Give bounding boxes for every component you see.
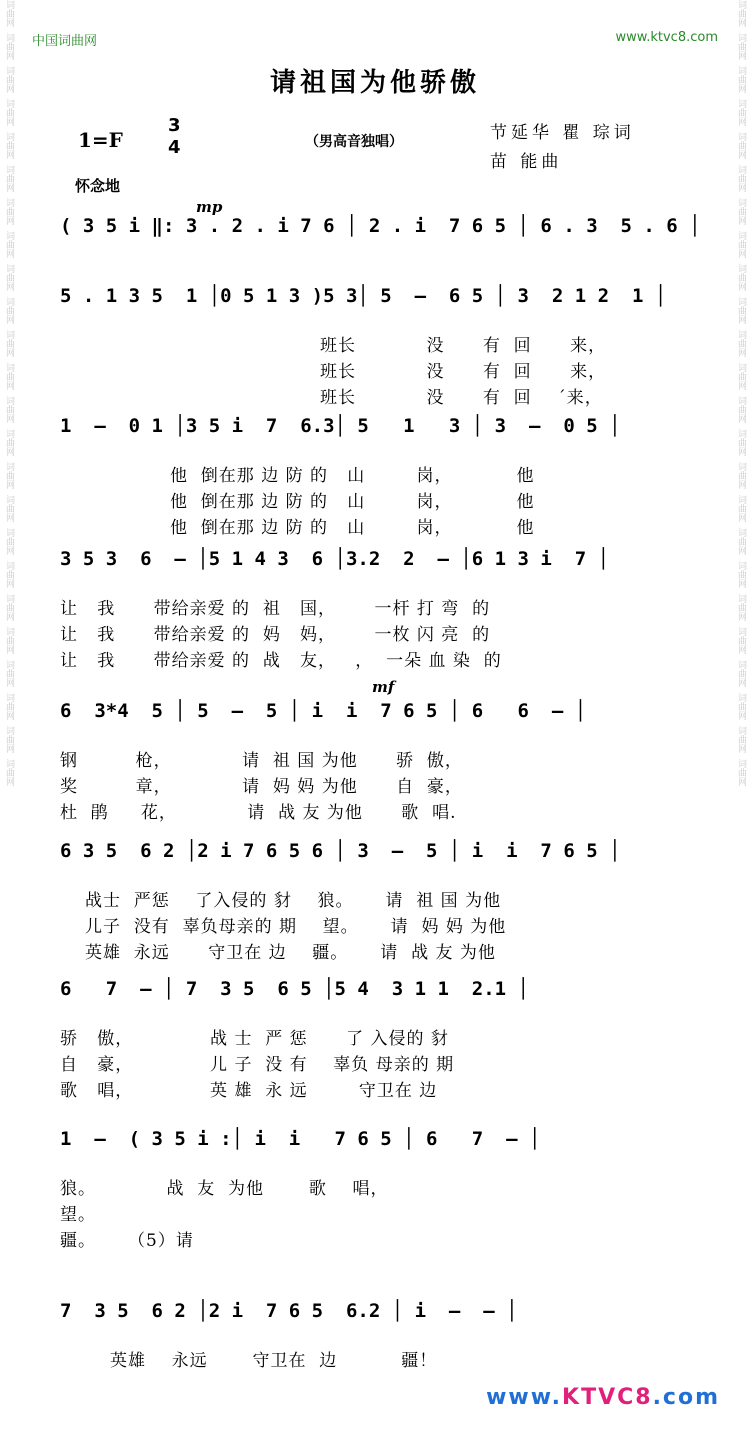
watermark-text: 词曲网 — [736, 594, 746, 621]
time-signature-top: 3 — [168, 115, 181, 136]
notation-line: 7 3 5 6 2 │2 i 7 6 5 6.2 │ i — — │ — [60, 1300, 518, 1322]
lyric-line: 杜 鹃 花， 请 战 友 为他 歌 唱. — [60, 803, 457, 823]
watermark-text: 词曲网 — [4, 99, 14, 126]
watermark-text: 词曲网 — [4, 231, 14, 258]
watermark-text: 词曲网 — [736, 231, 746, 258]
composer-credit: 苗 能曲 — [490, 152, 563, 172]
lyricist-credit: 节延华 瞿 琮词 — [490, 123, 635, 143]
lyric-line: 他 倒在那 边 防 的 山 岗， 他 — [170, 466, 535, 486]
notation-line: 3 5 3 6 — │5 1 4 3 6 │3.2 2 — │6 1 3 i 7 │ — [60, 548, 610, 570]
watermark-text: 词曲网 — [4, 198, 14, 225]
dynamic-mp: mp — [196, 198, 223, 216]
notation-line: 6 3*4 5 │ 5 — 5 │ i i 7 6 5 │ 6 6 — │ — [60, 700, 587, 722]
watermark-text: 词曲网 — [736, 66, 746, 93]
lyric-line: 让 我 带给亲爱 的 祖 国， 一杆 打 弯 的 — [60, 599, 491, 619]
lyric-line: 他 倒在那 边 防 的 山 岗， 他 — [170, 518, 535, 538]
watermark-text: 词曲网 — [736, 759, 746, 786]
time-signature — [168, 115, 181, 159]
watermark-text: 词曲网 — [736, 297, 746, 324]
watermark-text: 词曲网 — [736, 660, 746, 687]
watermark-text: 词曲网 — [4, 330, 14, 357]
watermark-text: 词曲网 — [736, 495, 746, 522]
watermark-text: 词曲网 — [4, 264, 14, 291]
lyric-line: 让 我 带给亲爱 的 战 友， ， 一朵 血 染 的 — [60, 651, 502, 671]
notation-line: ( 3 5 i ‖: 3 . 2 . i 7 6 │ 2 . i 7 6 5 │ 6 . 3 5 . 6 │ — [60, 215, 701, 237]
key-signature: 1=F — [78, 128, 123, 152]
lyric-line: 战士 严惩 了入侵的 豺 狼。 请 祖 国 为他 — [85, 891, 502, 911]
watermark-text: 词曲网 — [4, 561, 14, 588]
notation-line: 6 7 — │ 7 3 5 6 5 │5 4 3 1 1 2.1 │ — [60, 978, 529, 1000]
watermark-text: 词曲网 — [736, 363, 746, 390]
lyric-line: 英雄 永远 守卫在 边 疆！ — [110, 1351, 438, 1371]
watermark-left — [2, 0, 16, 1430]
lyric-line: 班长 没 有 回 来， — [320, 362, 607, 382]
footer-watermark — [486, 1385, 720, 1410]
watermark-text: 词曲网 — [4, 594, 14, 621]
lyric-line: 歌 唱， 英 雄 永 远 守卫在 边 — [60, 1081, 438, 1101]
dynamic-mf: mf — [372, 678, 395, 696]
notation-line: 1 — ( 3 5 i :│ i i 7 6 5 │ 6 7 — │ — [60, 1128, 541, 1150]
site-name-left[interactable]: 中国词曲网 — [32, 34, 98, 49]
song-title: 请祖国为他骄傲 — [269, 68, 480, 98]
lyric-line: 望。 — [60, 1205, 96, 1225]
watermark-text: 词曲网 — [736, 99, 746, 126]
lyric-line: 他 倒在那 边 防 的 山 岗， 他 — [170, 492, 535, 512]
watermark-text: 词曲网 — [736, 726, 746, 753]
watermark-text: 词曲网 — [4, 528, 14, 555]
watermark-text: 词曲网 — [4, 396, 14, 423]
watermark-text: 词曲网 — [736, 561, 746, 588]
lyric-line: 奖 章， 请 妈 妈 为他 自 豪， — [60, 777, 463, 797]
lyric-line: 儿子 没有 辜负母亲的 期 望。 请 妈 妈 为他 — [85, 917, 507, 937]
lyric-line: 英雄 永远 守卫在 边 疆。 请 战 友 为他 — [85, 943, 496, 963]
watermark-text: 词曲网 — [4, 627, 14, 654]
watermark-text: 词曲网 — [736, 462, 746, 489]
watermark-text: 词曲网 — [4, 462, 14, 489]
notation-line: 1 — 0 1 │3 5 i 7 6.3│ 5 1 3 │ 3 — 0 5 │ — [60, 415, 621, 437]
voice-type: （男高音独唱） — [305, 134, 403, 150]
watermark-text: 词曲网 — [736, 0, 746, 27]
watermark-text: 词曲网 — [736, 330, 746, 357]
notation-line: 5 . 1 3 5 1 │0 5 1 3 )5 3│ 5 — 6 5 │ 3 2 1 2 1 │ — [60, 285, 667, 307]
watermark-text: 词曲网 — [4, 165, 14, 192]
watermark-text: 词曲网 — [4, 726, 14, 753]
watermark-text: 词曲网 — [736, 627, 746, 654]
lyric-line: 班长 没 有 回 来， — [320, 336, 607, 356]
lyric-line: 疆。 （5）请 — [60, 1231, 194, 1251]
watermark-text: 词曲网 — [4, 660, 14, 687]
watermark-text: 词曲网 — [4, 363, 14, 390]
watermark-text: 词曲网 — [736, 693, 746, 720]
watermark-text: 词曲网 — [4, 297, 14, 324]
lyric-line: 班长 没 有 回 ˊ来， — [320, 388, 603, 408]
watermark-text: 词曲网 — [736, 429, 746, 456]
lyric-line: 钢 枪， 请 祖 国 为他 骄 傲， — [60, 751, 463, 771]
watermark-text: 词曲网 — [736, 132, 746, 159]
watermark-text: 词曲网 — [736, 264, 746, 291]
footer-prefix: www. — [486, 1385, 563, 1410]
watermark-text: 词曲网 — [736, 528, 746, 555]
watermark-text: 词曲网 — [4, 66, 14, 93]
lyric-line: 骄 傲， 战 士 严 惩 了 入侵的 豺 — [60, 1029, 449, 1049]
watermark-text: 词曲网 — [4, 132, 14, 159]
watermark-text: 词曲网 — [736, 396, 746, 423]
watermark-text: 词曲网 — [4, 693, 14, 720]
watermark-text: 词曲网 — [4, 0, 14, 27]
watermark-text: 词曲网 — [4, 33, 14, 60]
watermark-text: 词曲网 — [736, 165, 746, 192]
watermark-text: 词曲网 — [4, 429, 14, 456]
watermark-text: 词曲网 — [736, 198, 746, 225]
watermark-text: 词曲网 — [736, 33, 746, 60]
footer-brand: KTVC8 — [562, 1385, 653, 1410]
watermark-right — [734, 0, 748, 1430]
lyric-line: 让 我 带给亲爱 的 妈 妈， 一枚 闪 亮 的 — [60, 625, 491, 645]
footer-suffix: .com — [652, 1385, 720, 1410]
watermark-text: 词曲网 — [4, 495, 14, 522]
lyric-line: 狼。 战 友 为他 歌 唱， — [60, 1179, 389, 1199]
notation-line: 6 3 5 6 2 │2 i 7 6 5 6 │ 3 — 5 │ i i 7 6 5 │ — [60, 840, 621, 862]
time-signature-bottom: 4 — [168, 137, 181, 158]
site-url-right[interactable]: www.ktvc8.com — [615, 30, 718, 45]
watermark-text: 词曲网 — [4, 759, 14, 786]
lyric-line: 自 豪， 儿 子 没 有 辜负 母亲的 期 — [60, 1055, 455, 1075]
tempo-mark: 怀念地 — [75, 177, 121, 195]
